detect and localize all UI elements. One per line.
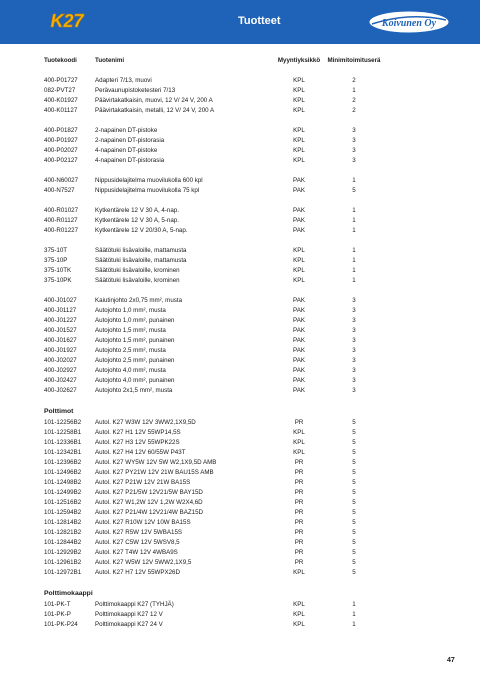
table-row	[44, 316, 444, 326]
cell-sales-unit: PR	[294, 509, 304, 516]
section-title: Polttimot	[44, 408, 74, 415]
cell-product-code: 101-PK-P24	[44, 621, 78, 628]
cell-product-name: Nippusidelajitelma muovilukolla 600 kpl	[95, 177, 203, 184]
cell-product-name: Autol. K27 W1,2W 12V 1,2W W2X4,6D	[95, 499, 203, 506]
cell-product-name: Päävirtakatkaisin, metalli, 12 V/ 24 V, 200 A	[95, 107, 215, 114]
cell-product-code: 101-12844B2	[44, 539, 82, 546]
cell-product-name: Polttimokaappi K27 12 V	[95, 611, 163, 618]
cell-product-code: 101-12516B2	[44, 499, 82, 506]
cell-product-name: Autol. K27 C5W 12V 5WSV8,5	[95, 539, 180, 546]
cell-product-name: Autol. K27 T4W 12V 4WBA9S	[95, 549, 178, 556]
cell-product-name: 4-napainen DT-pistoke	[95, 147, 158, 154]
cell-sales-unit: KPL	[293, 611, 305, 618]
cell-product-name: 2-napainen DT-pistoke	[95, 127, 158, 134]
table-row	[44, 96, 444, 106]
cell-product-name: Autojohto 2x1,5 mm², musta	[95, 387, 173, 394]
cell-sales-unit: PAK	[293, 337, 305, 344]
cell-min-order-qty: 2	[352, 77, 356, 84]
cell-sales-unit: PAK	[293, 387, 305, 394]
group-spacer	[44, 166, 444, 176]
cell-product-name: Kaiutinjohto 2x0,75 mm², musta	[95, 297, 183, 304]
cell-min-order-qty: 5	[352, 429, 356, 436]
cell-sales-unit: KPL	[293, 77, 305, 84]
cell-sales-unit: PAK	[293, 207, 305, 214]
cell-product-code: 400-K01127	[44, 107, 78, 114]
k27-logo	[40, 10, 94, 32]
cell-sales-unit: PR	[294, 499, 304, 506]
cell-product-code: 101-12396B2	[44, 459, 82, 466]
cell-min-order-qty: 5	[352, 529, 356, 536]
cell-product-name: Nippusidelajitelma muovilukolla 75 kpl	[95, 187, 200, 194]
cell-product-name: Autol. K27 R5W 12V 5WBA15S	[95, 529, 183, 536]
cell-product-code: 400-P01927	[44, 137, 78, 144]
cell-min-order-qty: 1	[352, 257, 356, 264]
cell-sales-unit: KPL	[293, 157, 305, 164]
cell-sales-unit: PAK	[293, 297, 305, 304]
k27-logo-text: K27	[50, 11, 84, 31]
cell-min-order-qty: 2	[352, 97, 356, 104]
cell-sales-unit: PR	[294, 419, 304, 426]
cell-min-order-qty: 3	[352, 297, 356, 304]
table-row	[44, 428, 444, 438]
table-row	[44, 336, 444, 346]
table-row	[44, 296, 444, 306]
cell-sales-unit: PR	[294, 539, 304, 546]
cell-product-code: 101-12499B2	[44, 489, 82, 496]
cell-product-name: Päävirtakatkaisin, muovi, 12 V/ 24 V, 200 A	[95, 97, 213, 104]
cell-product-name: Autol. K27 W5W 12V 5WW2,1X9,5	[95, 559, 192, 566]
col-header-min-qty: Minimitoimituserä	[327, 57, 381, 64]
cell-min-order-qty: 5	[352, 499, 356, 506]
cell-product-code: 101-PK-P	[44, 611, 71, 618]
cell-min-order-qty: 5	[352, 187, 356, 194]
cell-sales-unit: KPL	[293, 439, 305, 446]
cell-product-code: 082-PVT27	[44, 87, 76, 94]
table-row	[44, 136, 444, 146]
cell-min-order-qty: 3	[352, 347, 356, 354]
cell-sales-unit: KPL	[293, 449, 305, 456]
cell-product-name: Autol. K27 W3W 12V 3WW2,1X9,5D	[95, 419, 196, 426]
cell-min-order-qty: 1	[352, 217, 356, 224]
table-row	[44, 86, 444, 96]
cell-sales-unit: KPL	[293, 277, 305, 284]
brand-text: Koivunen Oy	[381, 18, 437, 29]
product-table	[44, 56, 444, 630]
table-row	[44, 276, 444, 286]
cell-min-order-qty: 3	[352, 157, 356, 164]
col-header-name: Tuotenimi	[95, 57, 125, 64]
cell-min-order-qty: 5	[352, 539, 356, 546]
cell-min-order-qty: 1	[352, 227, 356, 234]
cell-min-order-qty: 3	[352, 307, 356, 314]
cell-sales-unit: KPL	[293, 147, 305, 154]
cell-product-name: Autol. K27 H4 12V 60/55W P43T	[95, 449, 186, 456]
cell-product-code: 400-J01527	[44, 327, 77, 334]
cell-product-code: 400-J01127	[44, 307, 77, 314]
group-spacer	[44, 286, 444, 296]
table-row	[44, 568, 444, 578]
cell-sales-unit: PR	[294, 519, 304, 526]
cell-sales-unit: PAK	[293, 347, 305, 354]
cell-product-name: 4-napainen DT-pistorasia	[95, 157, 165, 164]
table-row	[44, 448, 444, 458]
cell-product-name: Säätötuki lisävaloille, krominen	[95, 277, 180, 284]
cell-product-code: 400-J01027	[44, 297, 77, 304]
table-row	[44, 186, 444, 196]
cell-product-code: 400-R01027	[44, 207, 79, 214]
cell-sales-unit: KPL	[293, 569, 305, 576]
cell-product-name: Autol. K27 P21/4W 12V21/4W BAZ15D	[95, 509, 203, 516]
cell-min-order-qty: 1	[352, 277, 356, 284]
cell-sales-unit: PAK	[293, 367, 305, 374]
cell-product-code: 400-J02027	[44, 357, 77, 364]
cell-min-order-qty: 1	[352, 621, 356, 628]
table-row	[44, 346, 444, 356]
page-number: 47	[447, 657, 455, 664]
cell-min-order-qty: 5	[352, 459, 356, 466]
group-spacer	[44, 578, 444, 588]
cell-min-order-qty: 3	[352, 127, 356, 134]
cell-sales-unit: PAK	[293, 177, 305, 184]
cell-sales-unit: KPL	[293, 257, 305, 264]
cell-product-name: Autojohto 2,5 mm², musta	[95, 347, 166, 354]
cell-sales-unit: PR	[294, 459, 304, 466]
cell-product-name: Autojohto 4,0 mm², musta	[95, 367, 166, 374]
cell-product-name: Säätötuki lisävaloille, mattamusta	[95, 257, 187, 264]
cell-product-code: 400-P01827	[44, 127, 78, 134]
cell-min-order-qty: 5	[352, 509, 356, 516]
table-row	[44, 610, 444, 620]
cell-sales-unit: KPL	[293, 429, 305, 436]
cell-product-name: Autol. K27 WY5W 12V 5W W2,1X9,5D AMB	[95, 459, 217, 466]
cell-sales-unit: PAK	[293, 377, 305, 384]
cell-sales-unit: PAK	[293, 317, 305, 324]
cell-min-order-qty: 3	[352, 137, 356, 144]
cell-product-code: 400-J01627	[44, 337, 77, 344]
group-spacer	[44, 196, 444, 206]
cell-product-name: Autojohto 4,0 mm², punainen	[95, 377, 175, 384]
group-spacer	[44, 116, 444, 126]
cell-min-order-qty: 1	[352, 611, 356, 618]
table-row	[44, 206, 444, 216]
table-row	[44, 246, 444, 256]
cell-product-name: Autojohto 1,5 mm², musta	[95, 327, 166, 334]
cell-product-code: 101-12814B2	[44, 519, 82, 526]
table-row	[44, 620, 444, 630]
col-header-unit: Myyntiyksikkö	[277, 57, 321, 64]
cell-product-code: 400-R01127	[44, 217, 78, 224]
cell-sales-unit: PAK	[293, 187, 305, 194]
cell-product-name: 2-napainen DT-pistorasia	[95, 137, 165, 144]
group-spacer	[44, 66, 444, 76]
cell-min-order-qty: 5	[352, 419, 356, 426]
table-row	[44, 548, 444, 558]
cell-min-order-qty: 5	[352, 559, 356, 566]
cell-min-order-qty: 5	[352, 519, 356, 526]
table-row	[44, 126, 444, 136]
cell-product-code: 400-N60027	[44, 177, 79, 184]
cell-product-name: Autol. K27 H1 12V 55WP14,5S	[95, 429, 181, 436]
cell-min-order-qty: 5	[352, 549, 356, 556]
cell-sales-unit: KPL	[293, 97, 305, 104]
cell-product-code: 101-12972B1	[44, 569, 82, 576]
cell-product-code: 400-J02427	[44, 377, 77, 384]
cell-product-code: 375-10P	[44, 257, 68, 264]
koivunen-logo	[368, 10, 450, 34]
cell-product-code: 400-K01927	[44, 97, 78, 104]
table-row	[44, 528, 444, 538]
cell-product-name: Kytkentärele 12 V 30 A, 5-nap.	[95, 217, 179, 224]
cell-product-code: 400-R01227	[44, 227, 79, 234]
cell-min-order-qty: 3	[352, 337, 356, 344]
cell-min-order-qty: 5	[352, 489, 356, 496]
table-row	[44, 438, 444, 448]
cell-sales-unit: PR	[294, 549, 304, 556]
cell-min-order-qty: 3	[352, 357, 356, 364]
cell-min-order-qty: 5	[352, 449, 356, 456]
table-row	[44, 226, 444, 236]
cell-product-code: 375-10TK	[44, 267, 72, 274]
cell-product-name: Säätötuki lisävaloille, krominen	[95, 267, 180, 274]
cell-product-name: Autojohto 1,0 mm², musta	[95, 307, 166, 314]
cell-sales-unit: PR	[294, 529, 304, 536]
table-row	[44, 146, 444, 156]
cell-product-name: Autol. K27 P21/5W 12V21/5W BAY15D	[95, 489, 203, 496]
cell-product-name: Autol. K27 H7 12V 55WPX26D	[95, 569, 180, 576]
table-row	[44, 458, 444, 468]
cell-product-code: 101-12498B2	[44, 479, 82, 486]
cell-sales-unit: KPL	[293, 267, 305, 274]
cell-min-order-qty: 3	[352, 377, 356, 384]
cell-product-code: 101-12342B1	[44, 449, 82, 456]
page-title: Tuotteet	[238, 15, 281, 27]
cell-sales-unit: PR	[294, 479, 304, 486]
cell-min-order-qty: 1	[352, 601, 356, 608]
table-row	[44, 156, 444, 166]
cell-product-code: 101-12336B1	[44, 439, 82, 446]
table-row	[44, 176, 444, 186]
table-row	[44, 366, 444, 376]
table-row	[44, 326, 444, 336]
cell-sales-unit: PAK	[293, 327, 305, 334]
section-title: Polttimokaappi	[44, 590, 93, 597]
table-header	[44, 56, 444, 66]
table-row	[44, 518, 444, 528]
cell-min-order-qty: 3	[352, 317, 356, 324]
cell-sales-unit: KPL	[293, 601, 305, 608]
cell-sales-unit: PAK	[293, 307, 305, 314]
cell-sales-unit: KPL	[293, 107, 305, 114]
cell-sales-unit: PR	[294, 469, 304, 476]
cell-min-order-qty: 3	[352, 367, 356, 374]
cell-product-code: 375-10T	[44, 247, 68, 254]
cell-sales-unit: PR	[294, 559, 304, 566]
cell-product-code: 101-12256B2	[44, 419, 82, 426]
cell-product-name: Polttimokaappi K27 24 V	[95, 621, 163, 628]
table-row	[44, 558, 444, 568]
table-row	[44, 498, 444, 508]
cell-min-order-qty: 1	[352, 247, 356, 254]
cell-sales-unit: KPL	[293, 621, 305, 628]
page-header	[0, 0, 480, 44]
cell-product-code: 400-P02127	[44, 157, 78, 164]
table-row	[44, 256, 444, 266]
cell-min-order-qty: 3	[352, 387, 356, 394]
group-spacer	[44, 236, 444, 246]
cell-product-name: Perävaunupistoketesteri 7/13	[95, 87, 176, 94]
table-row	[44, 488, 444, 498]
cell-product-name: Autojohto 2,5 mm², punainen	[95, 357, 175, 364]
table-row	[44, 418, 444, 428]
cell-min-order-qty: 5	[352, 439, 356, 446]
cell-min-order-qty: 1	[352, 87, 356, 94]
cell-min-order-qty: 3	[352, 327, 356, 334]
cell-sales-unit: KPL	[293, 247, 305, 254]
table-row	[44, 376, 444, 386]
cell-product-code: 400-N7527	[44, 187, 75, 194]
table-row	[44, 478, 444, 488]
cell-sales-unit: PR	[294, 489, 304, 496]
cell-product-code: 400-J02627	[44, 387, 77, 394]
table-row	[44, 356, 444, 366]
cell-product-code: 101-12496B2	[44, 469, 82, 476]
cell-product-name: Autol. K27 R10W 12V 10W BA15S	[95, 519, 191, 526]
cell-product-code: 101-PK-T	[44, 601, 71, 608]
cell-product-name: Kytkentärele 12 V 20/30 A, 5-nap.	[95, 227, 188, 234]
cell-sales-unit: KPL	[293, 87, 305, 94]
cell-product-code: 375-10PK	[44, 277, 72, 284]
cell-sales-unit: PAK	[293, 217, 305, 224]
col-header-code: Tuotekoodi	[44, 57, 77, 64]
table-row	[44, 216, 444, 226]
cell-product-code: 400-P02027	[44, 147, 78, 154]
table-row	[44, 306, 444, 316]
cell-min-order-qty: 3	[352, 147, 356, 154]
cell-min-order-qty: 5	[352, 569, 356, 576]
cell-min-order-qty: 1	[352, 207, 356, 214]
table-row	[44, 468, 444, 478]
table-row	[44, 106, 444, 116]
cell-min-order-qty: 5	[352, 479, 356, 486]
cell-product-code: 400-J01927	[44, 347, 77, 354]
cell-min-order-qty: 2	[352, 107, 356, 114]
table-row	[44, 538, 444, 548]
cell-product-code: 400-J01227	[44, 317, 77, 324]
cell-product-name: Autojohto 1,0 mm², punainen	[95, 317, 175, 324]
table-row	[44, 76, 444, 86]
cell-product-code: 101-12821B2	[44, 529, 82, 536]
table-row	[44, 266, 444, 276]
cell-product-name: Säätötuki lisävaloille, mattamusta	[95, 247, 187, 254]
table-row	[44, 508, 444, 518]
cell-product-code: 101-12594B2	[44, 509, 82, 516]
cell-product-name: Autol. K27 PY21W 12V 21W BAU15S AMB	[95, 469, 214, 476]
cell-product-code: 101-12929B2	[44, 549, 82, 556]
group-spacer	[44, 396, 444, 406]
cell-min-order-qty: 5	[352, 469, 356, 476]
cell-sales-unit: PAK	[293, 357, 305, 364]
cell-product-code: 101-12258B1	[44, 429, 82, 436]
cell-min-order-qty: 1	[352, 177, 356, 184]
cell-product-code: 400-P01727	[44, 77, 78, 84]
cell-product-name: Kytkentärele 12 V 30 A, 4-nap.	[95, 207, 179, 214]
cell-product-name: Autol. K27 P21W 12V 21W BA15S	[95, 479, 191, 486]
cell-product-name: Autol. K27 H3 12V 55WPK22S	[95, 439, 180, 446]
table-row	[44, 386, 444, 396]
cell-product-code: 101-12961B2	[44, 559, 82, 566]
cell-product-name: Autojohto 1,5 mm², punainen	[95, 337, 175, 344]
cell-sales-unit: KPL	[293, 127, 305, 134]
cell-product-name: Adapteri 7/13, muovi	[95, 77, 152, 84]
cell-sales-unit: KPL	[293, 137, 305, 144]
cell-min-order-qty: 1	[352, 267, 356, 274]
cell-product-code: 400-J02927	[44, 367, 77, 374]
cell-product-name: Polttimokaappi K27 (TYHJÄ)	[95, 601, 174, 608]
table-row	[44, 600, 444, 610]
cell-sales-unit: PAK	[293, 227, 305, 234]
